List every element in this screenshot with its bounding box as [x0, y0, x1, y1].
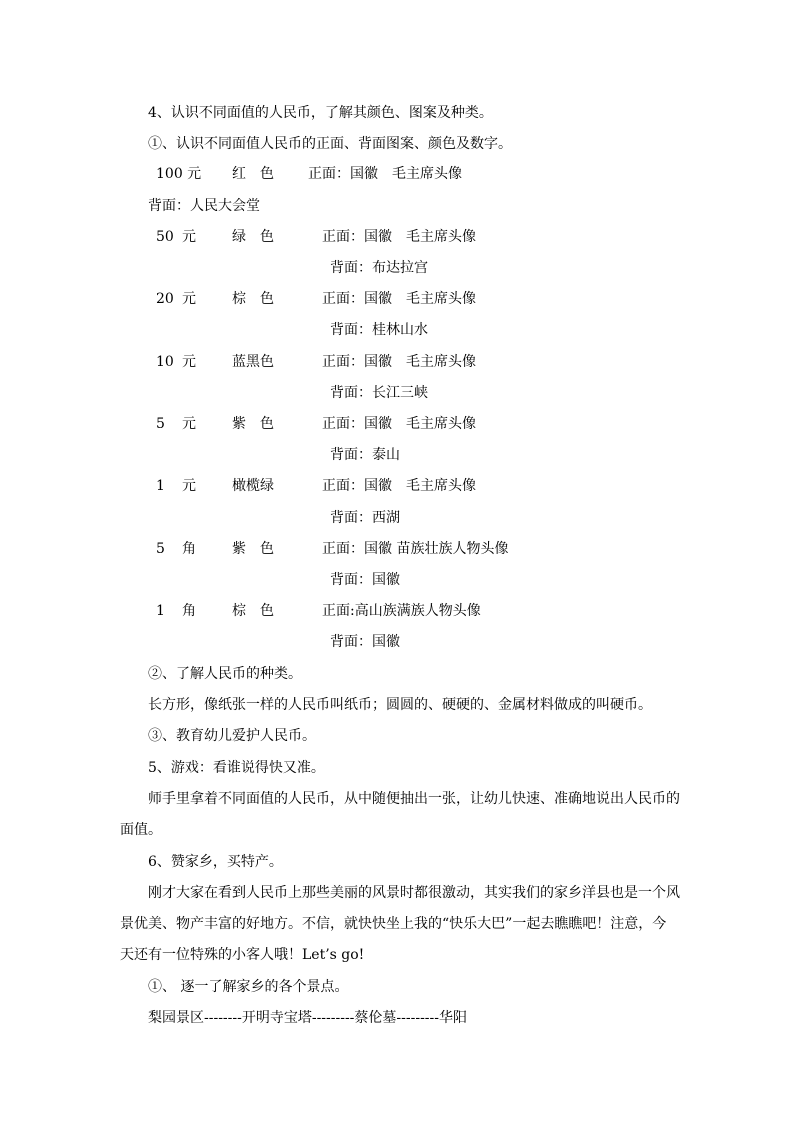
- rmb-10-back: 背面：长江三峡: [330, 385, 428, 401]
- section-6-route: 梨园景区--------开明寺宝塔---------蔡伦墓---------华阳: [148, 1010, 467, 1026]
- section-6-text-line-3: 天还有一位特殊的小客人哦！Let’s go!: [120, 947, 365, 963]
- rmb-100-back: 背面：人民大会堂: [148, 198, 260, 214]
- section-6-heading: 6、赞家乡，买特产。: [148, 854, 283, 870]
- rmb-1-color: 橄榄绿: [232, 478, 274, 494]
- rmb-10-num: 10: [156, 354, 174, 370]
- section-6-text-line-2: 景优美、物产丰富的好地方。不信，就快快坐上我的“快乐大巴”一起去瞧瞧吧！注意，今: [120, 916, 667, 932]
- jiao-1-color: 棕 色: [232, 603, 274, 619]
- rmb-100-color: 红 色: [232, 166, 274, 182]
- rmb-20-unit: 元: [182, 291, 196, 307]
- rmb-100-front: 正面：国徽 毛主席头像: [308, 166, 462, 182]
- rmb-1-num: 1: [156, 478, 165, 494]
- rmb-50-front: 正面：国徽 毛主席头像: [322, 229, 476, 245]
- rmb-50-color: 绿 色: [232, 229, 274, 245]
- jiao-5-back: 背面：国徽: [330, 572, 400, 588]
- rmb-5-num: 5: [156, 416, 165, 432]
- rmb-20-back: 背面：桂林山水: [330, 322, 428, 338]
- rmb-5-back: 背面：泰山: [330, 447, 400, 463]
- rmb-100-value: 100 元: [156, 166, 202, 182]
- rmb-50-unit: 元: [182, 229, 196, 245]
- section-4-subheading-2-text: 长方形，像纸张一样的人民币叫纸币；圆圆的、硬硬的、金属材料做成的叫硬币。: [148, 697, 652, 713]
- jiao-5-unit: 角: [182, 541, 196, 557]
- jiao-5-color: 紫 色: [232, 541, 274, 557]
- rmb-5-front: 正面：国徽 毛主席头像: [322, 416, 476, 432]
- rmb-10-color: 蓝黑色: [232, 354, 274, 370]
- rmb-10-front: 正面：国徽 毛主席头像: [322, 354, 476, 370]
- jiao-5-front: 正面：国徽 苗族壮族人物头像: [322, 541, 509, 557]
- rmb-1-back: 背面：西湖: [330, 510, 400, 526]
- section-5-heading: 5、游戏：看谁说得快又准。: [148, 760, 325, 776]
- section-6-subheading-1: ①、 逐一了解家乡的各个景点。: [148, 979, 349, 995]
- jiao-5-num: 5: [156, 541, 165, 557]
- section-4-heading: 4、认识不同面值的人民币，了解其颜色、图案及种类。: [148, 105, 493, 121]
- jiao-1-back: 背面：国徽: [330, 634, 400, 650]
- section-5-text-line-1: 师手里拿着不同面值的人民币，从中随便抽出一张，让幼儿快速、准确地说出人民币的: [148, 791, 680, 807]
- jiao-1-num: 1: [156, 603, 165, 619]
- section-4-subheading-2: ②、了解人民币的种类。: [148, 666, 302, 682]
- rmb-1-unit: 元: [182, 478, 196, 494]
- section-5-text-line-2: 面值。: [120, 822, 162, 838]
- section-4-subheading-1: ①、认识不同面值人民币的正面、背面图案、颜色及数字。: [148, 136, 512, 152]
- rmb-50-back: 背面：布达拉宫: [330, 260, 428, 276]
- rmb-20-num: 20: [156, 291, 174, 307]
- rmb-10-unit: 元: [182, 354, 196, 370]
- jiao-1-front: 正面:高山族满族人物头像: [322, 603, 481, 619]
- rmb-20-color: 棕 色: [232, 291, 274, 307]
- section-6-text-line-1: 刚才大家在看到人民币上那些美丽的风景时都很激动，其实我们的家乡洋县也是一个风: [148, 885, 680, 901]
- rmb-50-num: 50: [156, 229, 174, 245]
- rmb-5-color: 紫 色: [232, 416, 274, 432]
- section-4-subheading-3: ③、教育幼儿爱护人民币。: [148, 728, 316, 744]
- rmb-1-front: 正面：国徽 毛主席头像: [322, 478, 476, 494]
- rmb-5-unit: 元: [182, 416, 196, 432]
- rmb-20-front: 正面：国徽 毛主席头像: [322, 291, 476, 307]
- jiao-1-unit: 角: [182, 603, 196, 619]
